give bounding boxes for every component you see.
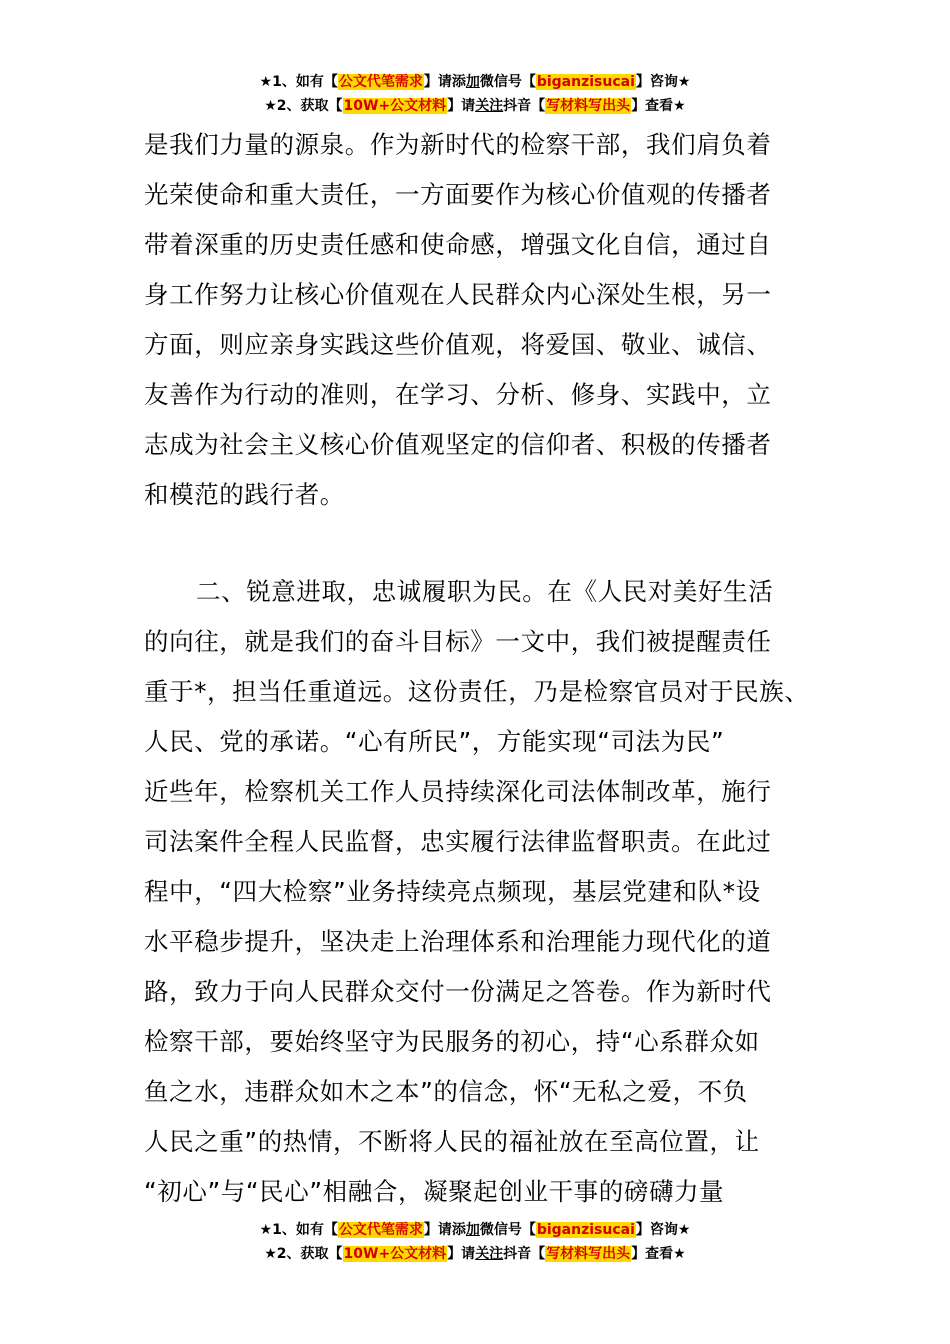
- banner-line-2: ★2、获取【10W+公文材料】请关注抖音【写材料写出头】查看★: [264, 98, 686, 114]
- highlight-service: 公文代笔需求: [338, 74, 423, 90]
- text-line: 二、锐意进取，忠诚履职为民。在《人民对美好生活: [196, 577, 774, 606]
- text-line: 和模范的践行者。: [144, 480, 345, 509]
- highlight-douyin-account: 写材料写出头: [546, 98, 631, 114]
- text-line: 人民之重”的热情，不断将人民的福祉放在至高位置，让: [144, 1127, 760, 1156]
- text-line: 光荣使命和重大责任，一方面要作为核心价值观的传播者: [144, 180, 772, 209]
- header-banner: [0, 70, 950, 118]
- banner-line-2: ★2、获取【10W+公文材料】请关注抖音【写材料写出头】查看★: [264, 1246, 686, 1262]
- highlight-douyin-account: 写材料写出头: [546, 1246, 631, 1262]
- text-line: 路，致力于向人民群众交付一份满足之答卷。作为新时代: [144, 977, 772, 1006]
- paragraph-2: [144, 567, 824, 1217]
- banner-line-1: ★1、如有【公文代笔需求】请添加微信号【biganzisucai】咨询★: [259, 1222, 691, 1238]
- text-line: 是我们力量的源泉。作为新时代的检察干部，我们肩负着: [144, 130, 772, 159]
- highlight-service: 公文代笔需求: [338, 1222, 423, 1238]
- highlight-materials: 10W+公文材料: [343, 98, 447, 114]
- text-line: 带着深重的历史责任感和使命感，增强文化自信，通过自: [144, 230, 772, 259]
- text-line: 方面，则应亲身实践这些价值观，将爱国、敬业、诚信、: [144, 330, 772, 359]
- text-line: 友善作为行动的准则，在学习、分析、修身、实践中，立: [144, 380, 772, 409]
- text-line: 检察干部，要始终坚守为民服务的初心，持“心系群众如: [144, 1027, 760, 1056]
- text-line: 鱼之水，违群众如木之本”的信念，怀“无私之爱，不负: [144, 1077, 748, 1106]
- text-line: 程中，“四大检察”业务持续亮点频现，基层党建和队*设: [144, 877, 761, 906]
- text-line: “初心”与“民心”相融合，凝聚起创业干事的磅礴力量: [144, 1177, 725, 1206]
- paragraph-1: [144, 120, 824, 520]
- highlight-wechat-id: biganzisucai: [536, 1222, 635, 1238]
- text-line: 人民、党的承诺。“心有所民”，方能实现“司法为民”: [144, 727, 725, 756]
- text-line: 近些年，检察机关工作人员持续深化司法体制改革，施行: [144, 777, 772, 806]
- banner-line-1: ★1、如有【公文代笔需求】请添加微信号【biganzisucai】咨询★: [259, 74, 691, 90]
- highlight-materials: 10W+公文材料: [343, 1246, 447, 1262]
- text-line: 重于*，担当任重道远。这份责任，乃是检察官员对于民族、: [144, 677, 810, 706]
- text-line: 的向往，就是我们的奋斗目标》一文中，我们被提醒责任: [144, 627, 772, 656]
- footer-banner: [0, 1218, 950, 1266]
- text-line: 水平稳步提升，坚决走上治理体系和治理能力现代化的道: [144, 927, 772, 956]
- text-line: 司法案件全程人民监督，忠实履行法律监督职责。在此过: [144, 827, 772, 856]
- text-line: 身工作努力让核心价值观在人民群众内心深处生根，另一: [144, 280, 772, 309]
- text-line: 志成为社会主义核心价值观坚定的信仰者、积极的传播者: [144, 430, 772, 459]
- highlight-wechat-id: biganzisucai: [536, 74, 635, 90]
